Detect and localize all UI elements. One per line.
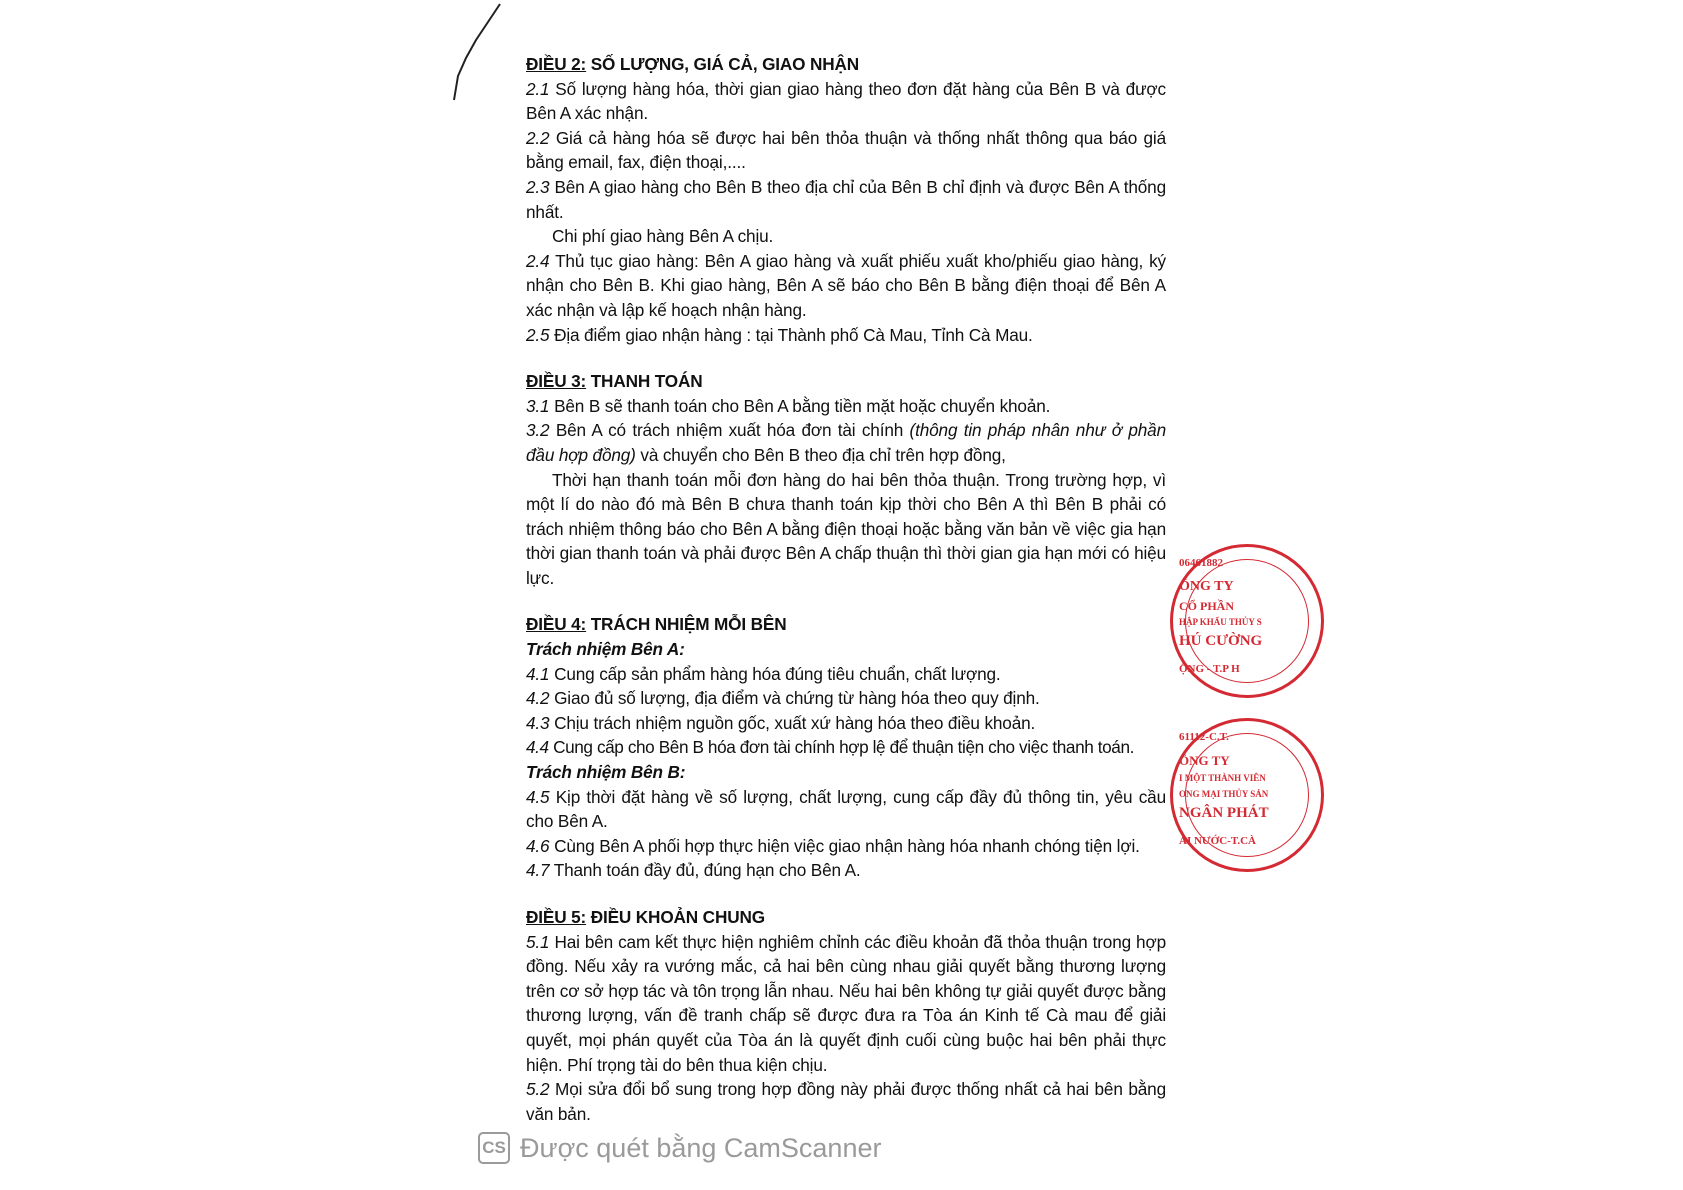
seal-text: HÚ CƯỜNG: [1179, 633, 1263, 649]
clause-number: 5.2: [526, 1079, 550, 1100]
clause-text: Cung cấp sản phẩm hàng hóa đúng tiêu chuẩn, chất lượng.: [549, 663, 1001, 684]
company-seal-bottom: [1170, 714, 1269, 874]
contract-text: [526, 52, 1166, 1126]
clause-text: Cùng Bên A phối hợp thực hiện việc giao nhận hàng hóa nhanh chóng tiện lợi.: [549, 835, 1140, 856]
clause-text-italic: (thông tin pháp nhân như ở phần đầu hợp đồng): [526, 420, 1166, 465]
section-label: ĐIỀU 3:: [526, 371, 587, 392]
clause-4-4: [526, 735, 1166, 760]
seal-text: NGÂN PHÁT: [1179, 805, 1269, 821]
clause-2-4: [526, 249, 1166, 323]
clause-2-2: [526, 126, 1166, 175]
clause-number: 2.5: [526, 324, 550, 345]
clause-2-5: [526, 323, 1166, 348]
spacer: [526, 347, 1166, 369]
clause-4-5: [526, 785, 1166, 834]
section-heading-dieu3: [526, 369, 1166, 394]
clause-2-3: [526, 175, 1166, 224]
seal-text: CỔ PHẦN: [1179, 599, 1234, 613]
clause-text: Cung cấp cho Bên B hóa đơn tài chính hợp lệ để thuận tiện cho việc thanh toán.: [548, 737, 1134, 758]
clause-note: Chi phí giao hàng Bên A chịu.: [552, 226, 774, 247]
camscanner-logo-icon: CS: [478, 1132, 510, 1164]
section-title: THANH TOÁN: [586, 371, 703, 392]
clause-number: 4.3: [526, 712, 550, 733]
clause-text: Hai bên cam kết thực hiện nghiêm chỉnh các điều khoản đã thỏa thuận trong hợp đồng. Nếu xảy ra vướng mắc, cả hai bên cùng nhau giải quyết bằng thương lượng trên cơ sở hợp tác và tôn trọng lẫn nhau. Nếu hai bên không tự giải quyết được bằng thương lượng, vấn đề tranh chấp sẽ được đưa ra Tòa án Kinh tế Cà mau để giải quyết, mọi phán quyết của Tòa án là quyết định cuối cùng buộc hai bên phải thực hiện. Phí trọng tài do bên thua kiện chịu.: [526, 931, 1166, 1075]
clause-number: 3.2: [526, 420, 550, 441]
seal-text: ÁI NƯỚC-T.CÀ: [1179, 835, 1256, 847]
clause-number: 4.1: [526, 663, 550, 684]
clause-text: Bên A giao hàng cho Bên B theo địa chỉ của Bên B chỉ định và được Bên A thống nhất.: [526, 176, 1166, 222]
seal-text: HẬP KHẨU THỦY S: [1179, 617, 1262, 627]
watermark-text: Được quét bằng CamScanner: [520, 1132, 882, 1163]
clause-2-1: [526, 77, 1166, 126]
clause-4-1: [526, 662, 1166, 687]
clause-3-1: [526, 394, 1166, 419]
clause-text: Chịu trách nhiệm nguồn gốc, xuất xứ hàng hóa theo điều khoản.: [549, 712, 1036, 733]
clause-text: Số lượng hàng hóa, thời gian giao hàng theo đơn đặt hàng của Bên B và được Bên A xác nhận.: [526, 78, 1166, 124]
clause-number: 4.7: [526, 860, 550, 881]
clause-text: và chuyển cho Bên B theo địa chỉ trên hợp đồng,: [635, 444, 1006, 465]
clause-text: Mọi sửa đổi bổ sung trong hợp đồng này phải được thống nhất cả hai bên bằng văn bản.: [526, 1079, 1166, 1124]
seal-text: ỘNG - T.P H: [1179, 663, 1240, 675]
section-label: ĐIỀU 4:: [526, 614, 587, 635]
section-label: ĐIỀU 2:: [526, 54, 587, 74]
section-heading-dieu5: [526, 905, 1166, 930]
seal-ring: [1170, 718, 1324, 872]
clause-4-2: [526, 686, 1166, 711]
section-heading-dieu4: [526, 612, 1166, 637]
clause-text: Địa điểm giao nhận hàng : tại Thành phố Cà Mau, Tỉnh Cà Mau.: [549, 324, 1033, 345]
section-title: SỐ LƯỢNG, GIÁ CẢ, GIAO NHẬN: [586, 54, 860, 74]
spacer: [526, 590, 1166, 612]
clause-number: 2.4: [526, 250, 550, 271]
clause-text: Giá cả hàng hóa sẽ được hai bên thỏa thuận và thống nhất thông qua báo giá bằng email, fax, điện thoại,....: [526, 127, 1166, 173]
clause-5-1: [526, 930, 1166, 1078]
subheading-party-a: Trách nhiệm Bên A:: [526, 639, 685, 660]
clause-number: 2.2: [526, 127, 550, 148]
section-heading-dieu2: [526, 52, 1166, 77]
clause-3-2: [526, 418, 1166, 467]
clause-4-7: [526, 858, 1166, 883]
company-seal-top: [1170, 540, 1263, 700]
subheading-party-b: Trách nhiệm Bên B:: [526, 762, 686, 783]
seal-ring: [1170, 544, 1324, 698]
clause-4-3: [526, 711, 1166, 736]
section-title: TRÁCH NHIỆM MỖI BÊN: [586, 614, 787, 635]
clause-text: Bên B sẽ thanh toán cho Bên A bằng tiền mặt hoặc chuyển khoản.: [549, 395, 1051, 416]
seal-text: 61112-C.T.: [1179, 731, 1229, 743]
seal-text: 06461882: [1179, 557, 1223, 569]
seal-text: I MỘT THÀNH VIÊN: [1179, 773, 1266, 783]
clause-number: 4.2: [526, 688, 550, 709]
clause-4-6: [526, 834, 1166, 859]
clause-number: 2.3: [526, 176, 550, 197]
clause-number: 2.1: [526, 78, 550, 99]
scan-fold-mark: [448, 0, 508, 110]
clause-5-2: [526, 1077, 1166, 1126]
section-title: ĐIỀU KHOẢN CHUNG: [586, 907, 765, 927]
clause-number: 5.1: [526, 931, 550, 952]
clause-number: 4.5: [526, 786, 550, 807]
clause-number: 3.1: [526, 395, 550, 416]
section-label: ĐIỀU 5:: [526, 907, 587, 927]
clause-number: 4.6: [526, 835, 550, 856]
seal-text: ÔNG TY: [1179, 579, 1234, 594]
spacer: [526, 883, 1166, 905]
seal-text: ÔNG TY: [1179, 753, 1230, 768]
clause-text: Thanh toán đầy đủ, đúng hạn cho Bên A.: [549, 860, 861, 881]
clause-number: 4.4: [526, 737, 549, 758]
clause-text: Giao đủ số lượng, địa điểm và chứng từ hàng hóa theo quy định.: [549, 688, 1040, 709]
camscanner-watermark: [478, 1130, 881, 1166]
payment-term-paragraph: Thời hạn thanh toán mỗi đơn hàng do hai bên thỏa thuận. Trong trường hợp, vì một lí do nào đó mà Bên B chưa thanh toán kịp thời cho Bên A thì Bên B phải có trách nhiệm thông báo cho Bên A bằng điện thoại hoặc bằng văn bản về việc gia hạn thời gian thanh toán và phải được Bên A chấp thuận thì thời gian gia hạn mới có hiệu lực.: [526, 469, 1166, 588]
clause-text: Bên A có trách nhiệm xuất hóa đơn tài chính: [549, 420, 910, 441]
clause-text: Kịp thời đặt hàng về số lượng, chất lượng, cung cấp đầy đủ thông tin, yêu cầu cho Bên A.: [526, 786, 1166, 832]
clause-text: Thủ tục giao hàng: Bên A giao hàng và xuất phiếu xuất kho/phiếu giao hàng, ký nhận cho Bên B. Khi giao hàng, Bên A sẽ báo cho Bên B bằng điện thoại để Bên A xác nhận và lập kế hoạch nhận hàng.: [526, 250, 1166, 320]
seal-text: ƠNG MẠI THỦY SẢN: [1179, 789, 1269, 799]
